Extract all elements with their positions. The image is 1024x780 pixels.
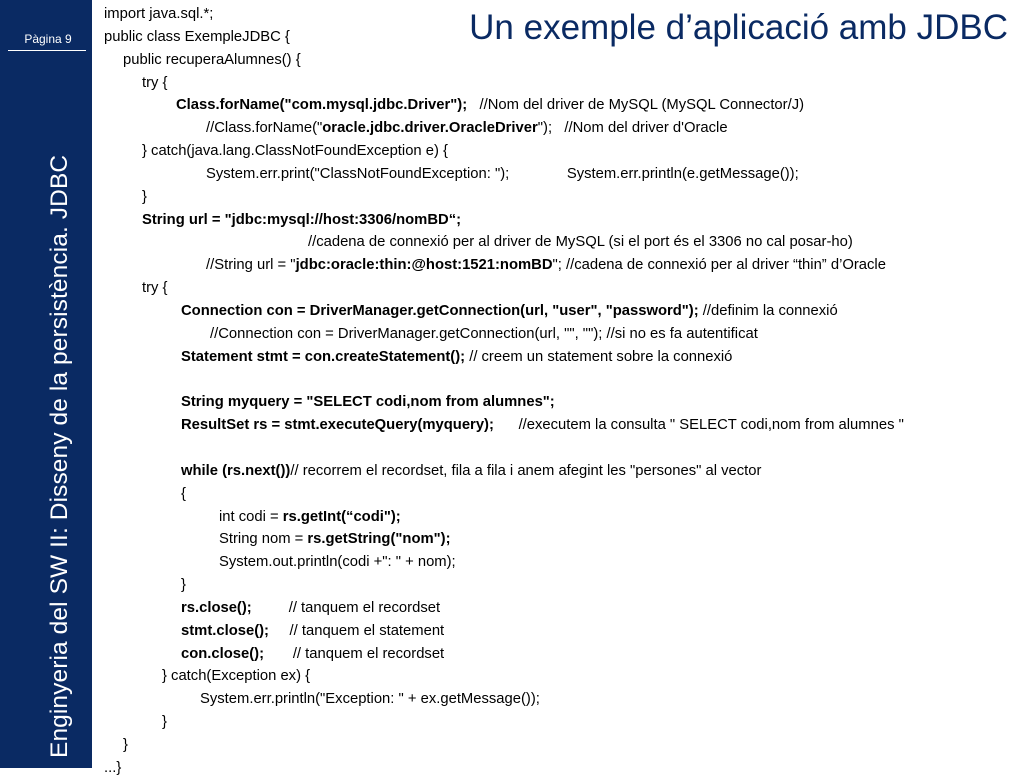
code-statement: jdbc:oracle:thin:@host:1521:nomBD xyxy=(295,257,553,274)
code-text: //cadena de connexió per al driver de MySQL (si el port és el 3306 no cal posar-ho) xyxy=(308,234,853,251)
code-line xyxy=(104,26,1019,49)
code-line xyxy=(104,369,1019,392)
code-listing xyxy=(104,3,1019,780)
code-text: public class ExempleJDBC { xyxy=(104,28,290,45)
code-line xyxy=(104,117,1019,140)
code-text: } xyxy=(162,714,167,731)
code-text: //Class.forName(" xyxy=(206,120,323,137)
code-line xyxy=(104,277,1019,300)
code-text: String nom = xyxy=(219,531,308,548)
sidebar-divider xyxy=(8,50,86,51)
code-line xyxy=(104,209,1019,232)
code-statement: rs.close(); xyxy=(181,599,252,616)
code-statement: con.close(); xyxy=(181,645,265,662)
code-text: int codi = xyxy=(219,508,283,525)
code-text: // tanquem el recordset xyxy=(264,645,445,662)
code-text: System.err.println("Exception: " + ex.getMessage()); xyxy=(200,691,540,708)
code-text: //Nom del driver de MySQL (MySQL Connector/J) xyxy=(467,97,805,114)
code-text: try { xyxy=(142,74,168,91)
code-line xyxy=(104,254,1019,277)
page-number-label: Pàgina 9 xyxy=(24,32,72,46)
code-statement: Connection con = DriverManager.getConnection(url, "user", "password"); xyxy=(181,302,699,319)
code-line xyxy=(104,300,1019,323)
code-text: System.err.print("ClassNotFoundException: "); System.err.println(e.getMessage()); xyxy=(206,165,799,182)
code-statement: Class.forName("com.mysql.jdbc.Driver"); xyxy=(176,97,468,114)
code-text: //executem la consulta " SELECT codi,nom from alumnes " xyxy=(493,417,904,434)
code-line xyxy=(104,437,1019,460)
code-line xyxy=(104,734,1019,757)
code-text: // recorrem el recordset, fila a fila i anem afegint les "persones" al vector xyxy=(290,462,762,479)
code-line xyxy=(104,528,1019,551)
code-line xyxy=(104,483,1019,506)
code-line xyxy=(104,94,1019,117)
code-line xyxy=(104,49,1019,72)
code-text: System.out.println(codi +": " + nom); xyxy=(219,554,456,571)
code-statement: rs.getString("nom"); xyxy=(307,531,451,548)
code-statement: String myquery = "SELECT codi,nom from alumnes"; xyxy=(181,394,555,411)
code-text: //definim la connexió xyxy=(698,302,838,319)
code-statement: while (rs.next()) xyxy=(181,462,291,479)
code-line xyxy=(104,323,1019,346)
code-text: //String url = " xyxy=(206,257,296,274)
code-statement: stmt.close(); xyxy=(181,622,269,639)
code-line xyxy=(104,643,1019,666)
code-line xyxy=(104,163,1019,186)
code-text: } catch(Exception ex) { xyxy=(162,668,311,685)
code-text: "; //cadena de connexió per al driver “thin” d’Oracle xyxy=(552,257,886,274)
code-text: public recuperaAlumnes() { xyxy=(123,51,301,68)
code-line xyxy=(104,460,1019,483)
code-text: } xyxy=(142,188,147,205)
code-line xyxy=(104,140,1019,163)
code-text: "); //Nom del driver d'Oracle xyxy=(537,120,728,137)
code-line xyxy=(104,72,1019,95)
code-statement: oracle.jdbc.driver.OracleDriver xyxy=(322,120,538,137)
code-line xyxy=(104,597,1019,620)
code-line xyxy=(104,688,1019,711)
course-title: Enginyeria del SW II: Disseny de la persistència. JDBC xyxy=(46,154,73,758)
code-statement: ResultSet rs = stmt.executeQuery(myquery); xyxy=(181,417,494,434)
code-text: } catch(java.lang.ClassNotFoundException e) { xyxy=(142,143,448,160)
code-line xyxy=(104,3,1019,26)
code-line xyxy=(104,757,1019,780)
code-line xyxy=(104,665,1019,688)
code-line xyxy=(104,620,1019,643)
code-line xyxy=(104,231,1019,254)
sidebar xyxy=(0,0,92,768)
code-line xyxy=(104,574,1019,597)
code-text: try { xyxy=(142,280,168,297)
code-text: // tanquem el statement xyxy=(268,622,445,639)
code-line xyxy=(104,506,1019,529)
code-line xyxy=(104,414,1019,437)
code-line xyxy=(104,186,1019,209)
code-text: ...} xyxy=(104,759,122,776)
code-text: } xyxy=(181,577,186,594)
code-text: { xyxy=(181,485,186,502)
code-text: //Connection con = DriverManager.getConnection(url, "", ""); //si no es fa autentificat xyxy=(210,325,758,342)
code-line xyxy=(104,551,1019,574)
code-statement: String url = "jdbc:mysql://host:3306/nomBD“; xyxy=(142,211,462,228)
code-text: // tanquem el recordset xyxy=(251,599,441,616)
code-line xyxy=(104,346,1019,369)
code-text: } xyxy=(123,737,128,753)
code-statement: rs.getInt(“codi"); xyxy=(282,508,401,525)
code-statement: Statement stmt = con.createStatement(); xyxy=(181,348,466,365)
code-line xyxy=(104,391,1019,414)
slide-title: Un exemple d’aplicació amb JDBC xyxy=(469,8,1008,47)
code-text: // creem un statement sobre la connexió xyxy=(465,348,733,365)
code-line xyxy=(104,711,1019,734)
code-text: import java.sql.*; xyxy=(104,6,214,22)
